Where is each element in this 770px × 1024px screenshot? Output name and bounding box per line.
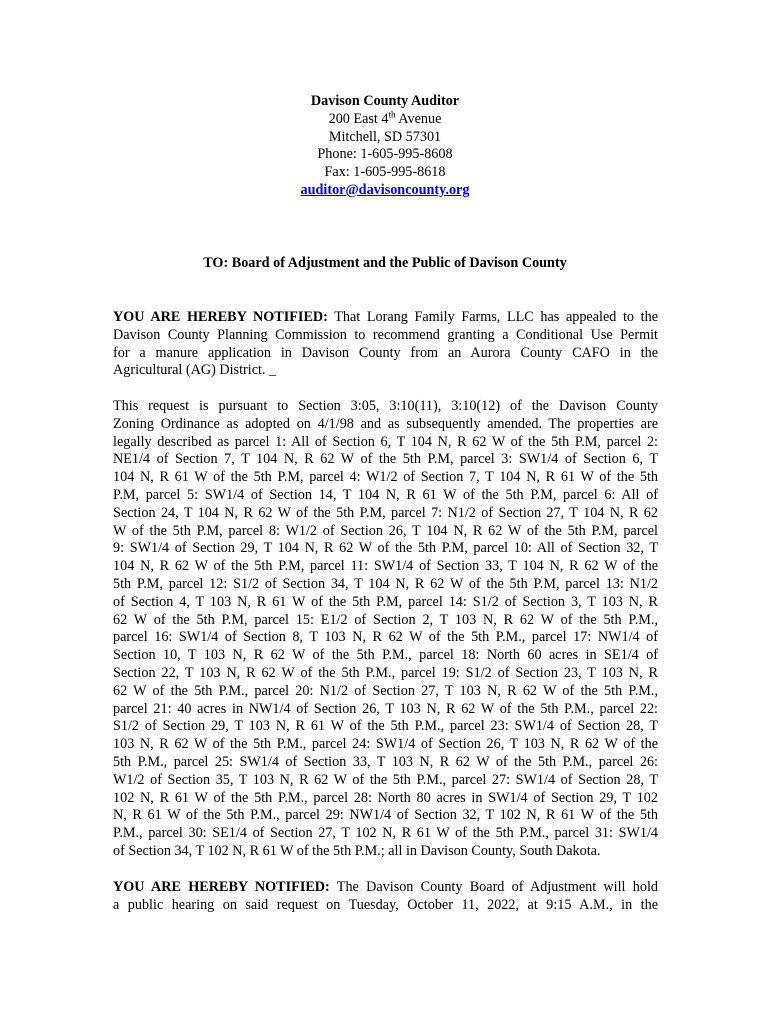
letterhead [0,93,770,200]
paragraph-line: of Section 4, T 103 N, R 61 W of the 5th P.M, parcel 14: S1/2 of Section 3, T 103 N, R [113,593,658,610]
paragraph-line: Section 22, T 103 N, R 62 W of the 5th P.M., parcel 19: S1/2 of Section 23, T 103 N, R [113,664,658,681]
paragraph-line: W of the 5th P.M, parcel 8: W1/2 of Section 26, T 104 N, R 62 W of the 5th P.M, parcel [113,522,658,539]
paragraph-line: 102 N, R 61 W of the 5th P.M., parcel 28: North 80 acres in SW1/4 of Section 29, T 102 [113,789,658,806]
fax-number: Fax: 1-605-995-8618 [324,164,446,181]
notice-lead: YOU ARE HEREBY NOTIFIED: [113,309,328,325]
phone-number: Phone: 1-605-995-8608 [317,146,453,163]
address-suffix: Avenue [395,110,442,127]
addressee-heading: TO: Board of Adjustment and the Public of Davison County [203,255,567,271]
paragraph-line: 104 N, R 61 W of the 5th P.M, parcel 4: W1/2 of Section 7, T 104 N, R 61 W of the 5th [113,469,658,486]
paragraph-line: S1/2 of Section 29, T 103 N, R 61 W of the 5th P.M., parcel 23: SW1/4 of Section 28, T [113,718,658,735]
address-prefix: 200 East 4 [328,110,389,127]
paragraph-line: parcel 21: 40 acres in NW1/4 of Section 26, T 103 N, R 62 W of the 5th P.M., parcel 22: [113,700,658,717]
paragraph-line: Davison County Planning Commission to recommend granting a Conditional Use Permit [113,326,658,343]
email-line [0,182,770,200]
paragraph-line: NE1/4 of Section 7, T 104 N, R 62 W of the 5th P.M, parcel 3: SW1/4 of Section 6, T [113,451,658,468]
paragraph-line: W1/2 of Section 35, T 103 N, R 62 W of the 5th P.M., parcel 27: SW1/4 of Section 28, T [113,771,658,788]
paragraph-line: P.M., parcel 30: SE1/4 of Section 27, T 102 N, R 61 W of the 5th P.M., parcel 31: SW1/4 [113,825,658,842]
paragraph-line: 9: SW1/4 of Section 29, T 104 N, R 62 W of the 5th P.M, parcel 10: All of Section 32, T [113,540,658,557]
paragraph-line: for a manure application in Davison County from an Aurora County CAFO in the [113,344,658,361]
paragraph-line: 5th P.M., parcel 25: SW1/4 of Section 33, T 103 N, R 62 W of the 5th P.M., parcel 26: [113,753,658,770]
paragraph-line: 5th P.M, parcel 12: S1/2 of Section 34, T 104 N, R 62 W of the 5th P.M, parcel 13: N1/2 [113,575,658,592]
paragraph-line: P.M, parcel 5: SW1/4 of Section 14, T 104 N, R 61 W of the 5th P.M, parcel 6: All of [113,486,658,503]
office-name: Davison County Auditor [310,93,460,109]
paragraph-line: 103 N, R 62 W of the 5th P.M., parcel 24: SW1/4 of Section 26, T 103 N, R 62 W of the [113,736,658,753]
paragraph-line: parcel 16: SW1/4 of Section 8, T 103 N, R 62 W of the 5th P.M., parcel 17: NW1/4 of [113,629,658,646]
city-state-zip: Mitchell, SD 57301 [328,128,442,145]
notice-paragraph-appeal [113,309,658,380]
paragraph-line: This request is pursuant to Section 3:05, 3:10(11), 3:10(12) of the Davison County [113,398,658,414]
street-address [0,111,770,129]
paragraph-line: N, R 61 W of the 5th P.M., parcel 29: NW1/4 of Section 32, T 102 N, R 61 W of the 5th [113,807,658,824]
paragraph-line [113,879,658,897]
notice-line-rest: The Davison County Board of Adjustment will hold [329,879,658,895]
paragraph-line: 62 W of the 5th P.M., parcel 20: N1/2 of Section 27, T 103 N, R 62 W of the 5th P.M., [113,682,658,699]
legal-description-paragraph [113,398,658,861]
paragraph-line: Zoning Ordinance as adopted on 4/1/98 and as subsequently amended. The properties are [113,415,658,432]
paragraph-line: a public hearing on said request on Tuesday, October 11, 2022, at 9:15 A.M., in the [113,896,658,913]
paragraph-line: 104 N, R 62 W of the 5th P.M, parcel 11: SW1/4 of Section 33, T 104 N, R 62 W of the [113,558,658,575]
notice-lead: YOU ARE HEREBY NOTIFIED: [113,879,330,895]
paragraph-line [113,309,658,327]
notice-paragraph-hearing [113,879,658,915]
email-link[interactable]: auditor@davisoncounty.org [300,181,470,198]
paragraph-line: of Section 34, T 102 N, R 61 W of the 5th P.M.; all in Davison County, South Dakota. [113,842,601,859]
paragraph-line: 62 W of the 5th P.M, parcel 15: E1/2 of Section 2, T 103 N, R 62 W of the 5th P.M., [113,611,658,628]
address-superscript: th [388,109,396,120]
paragraph-line: Section 10, T 103 N, R 62 W of the 5th P.M., parcel 18: North 60 acres in SE1/4 of [113,647,658,664]
paragraph-line: Agricultural (AG) District. _ [113,362,277,379]
notice-line-rest: That Lorang Family Farms, LLC has appealed to the [327,309,658,325]
paragraph-line: Section 24, T 104 N, R 62 W of the 5th P.M, parcel 7: N1/2 of Section 27, T 104 N, R 62 [113,504,658,521]
paragraph-line: legally described as parcel 1: All of Section 6, T 104 N, R 62 W of the 5th P.M, parcel 2: [113,433,658,450]
